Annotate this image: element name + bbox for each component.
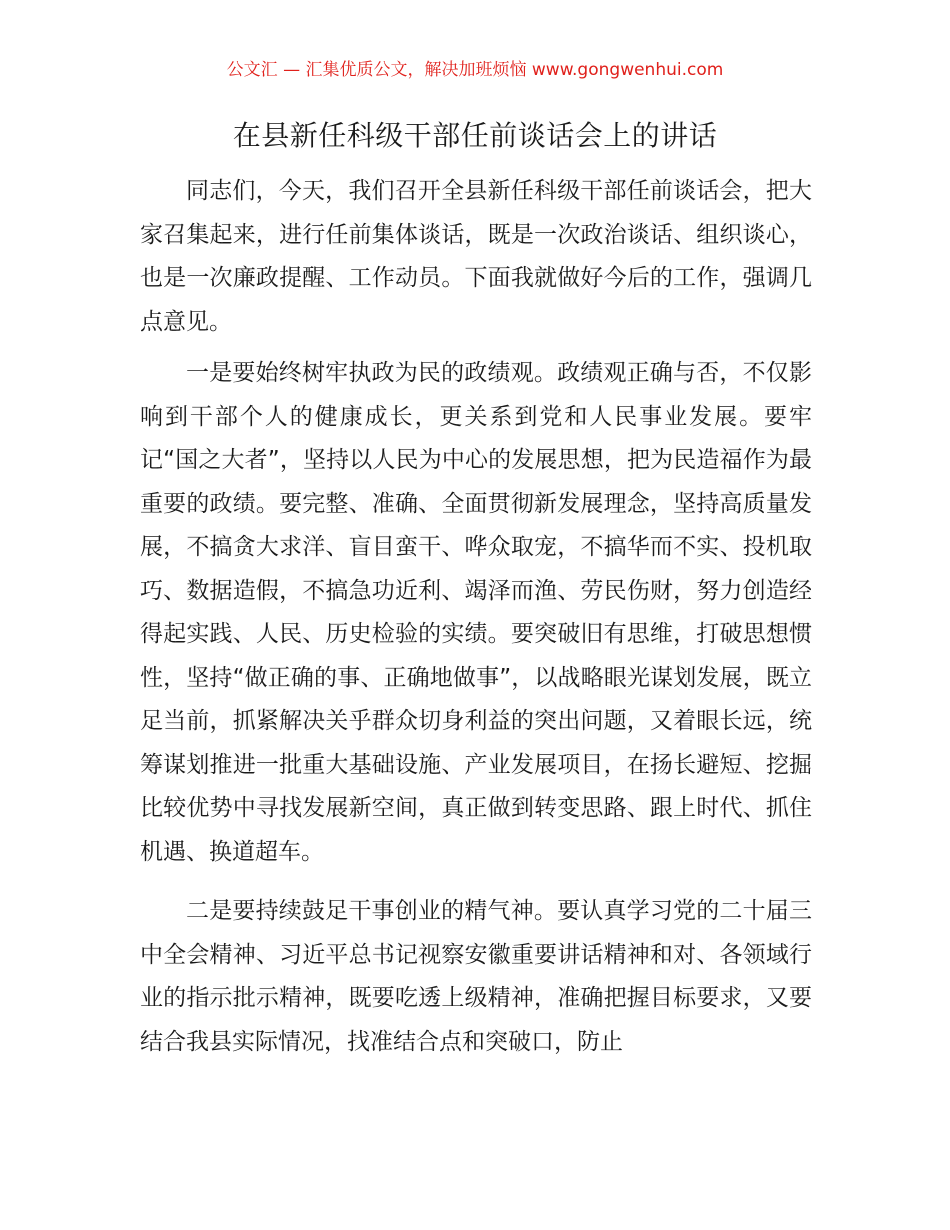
- document-title: 在县新任科级干部任前谈话会上的讲话: [232, 119, 718, 152]
- header-banner: 公文汇 — 汇集优质公文，解决加班烦恼 www.gongwenhui.com: [226, 60, 724, 80]
- paragraph-point-two: 二是要持续鼓足干事创业的精气神。要认真学习党的二十届三中全会精神、习近平总书记视察安徽重要讲话精神和对、各领域行业的指示批示精神，既要吃透上级精神，准确把握目标要求，又要结合我县实际情况，找准结合点和突破口，防止: [140, 898, 812, 1055]
- paragraph-intro: 同志们，今天，我们召开全县新任科级干部任前谈话会，把大家召集起来，进行任前集体谈话，既是一次政治谈话、组织谈心，也是一次廉政提醒、工作动员。下面我就做好今后的工作，强调几点意见。: [140, 178, 812, 335]
- paragraph-point-one: 一是要始终树牢执政为民的政绩观。政绩观正确与否，不仅影响到干部个人的健康成长，更关系到党和人民事业发展。要牢记“国之大者”，坚持以人民为中心的发展思想，把为民造福作为最重要的政绩。要完整、准确、全面贯彻新发展理念，坚持高质量发展，不搞贪大求洋、盲目蛮干、哗众取宠，不搞华而不实、投机取巧、数据造假，不搞急功近利、竭泽而渔、劳民伤财，努力创造经得起实践、人民、历史检验的实绩。要突破旧有思维，打破思想惯性，坚持“做正确的事、正确地做事”，以战略眼光谋划发展，既立足当前，抓紧解决关乎群众切身利益的突出问题，又着眼长远，统筹谋划推进一批重大基础设施、产业发展项目，在扬长避短、挖掘比较优势中寻找发展新空间，真正做到转变思路、跟上时代、抓住机遇、换道超车。: [140, 360, 812, 865]
- document-body: [140, 170, 812, 1064]
